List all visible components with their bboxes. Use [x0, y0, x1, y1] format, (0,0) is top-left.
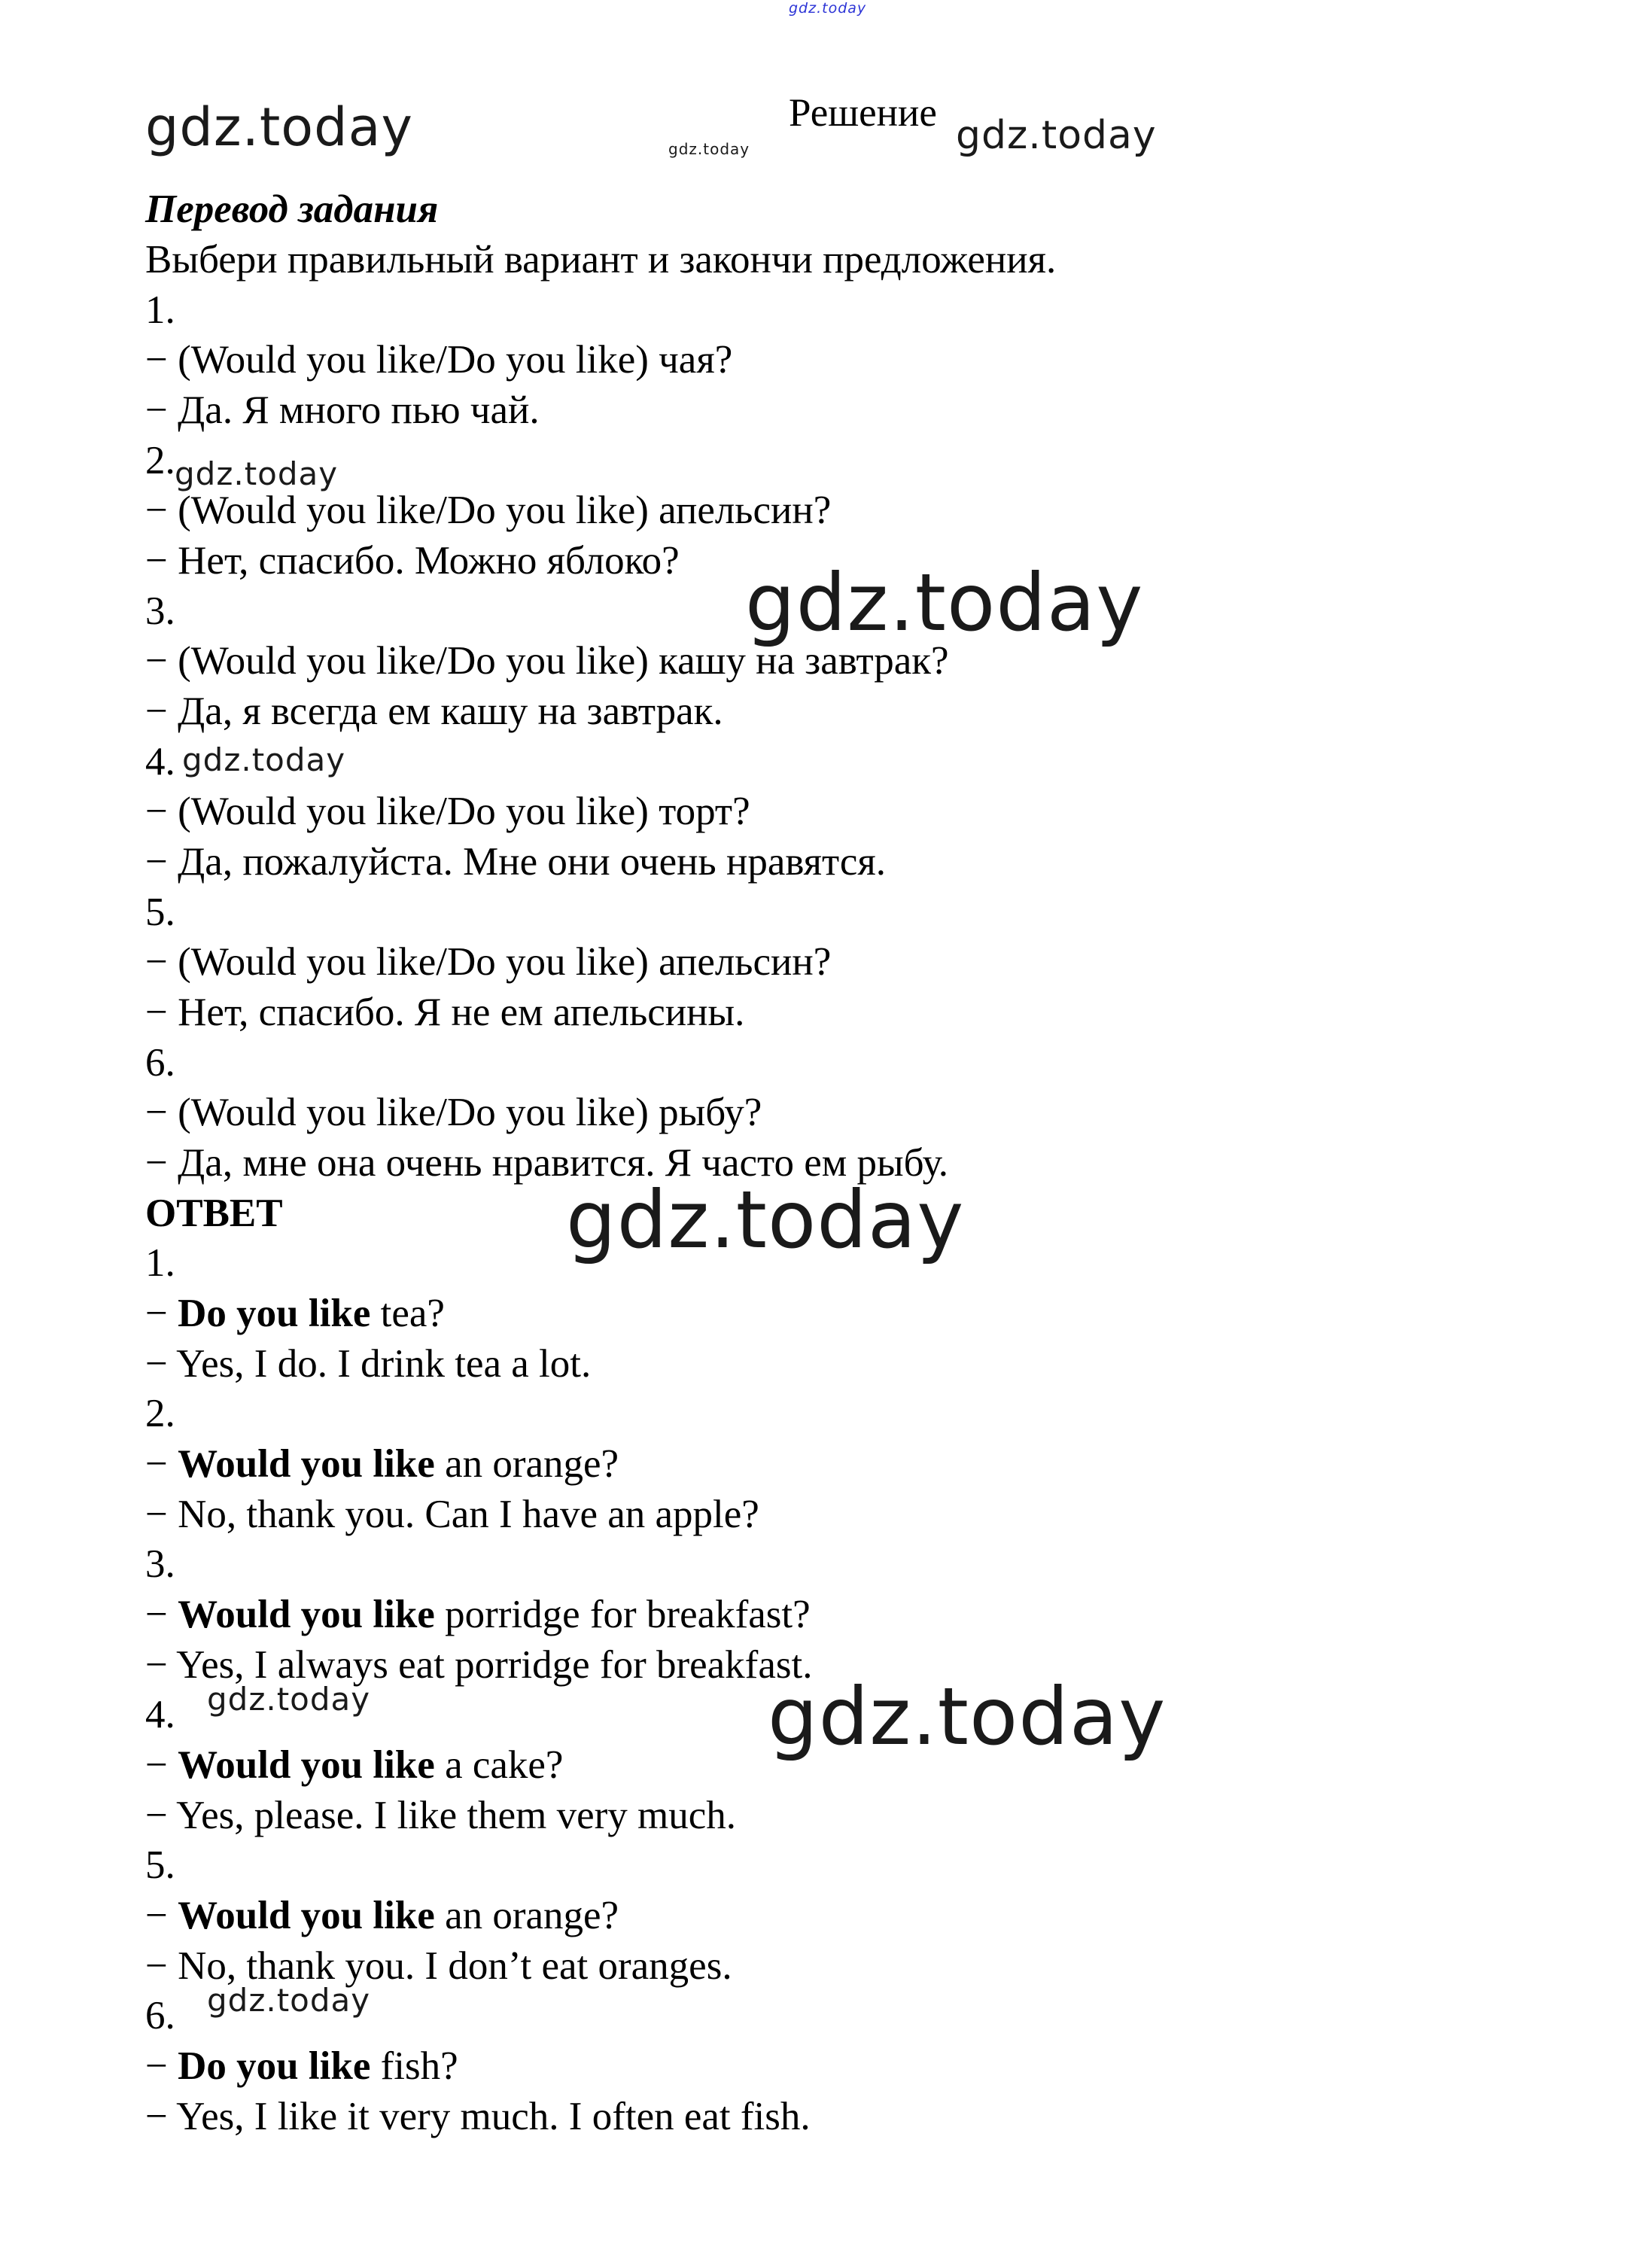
task-item-num: 6.	[145, 1041, 175, 1085]
answer-bold-phrase: Do you like	[178, 2044, 371, 2088]
answer-item-reply: − Yes, please. I like them very much.	[145, 1794, 736, 1837]
task-item-num: 5.	[145, 890, 175, 934]
watermark-4: gdz.today	[182, 741, 346, 778]
answer-item-question	[145, 1742, 563, 1788]
task-item-question: − (Would you like/Do you like) апельсин?	[145, 940, 832, 984]
task-instruction: Выбери правильный вариант и закончи предложения.	[145, 238, 1057, 282]
task-item-num: 1.	[145, 288, 175, 332]
answer-rest: a cake?	[434, 1743, 564, 1787]
answer-item-question	[145, 2044, 458, 2089]
watermark-answer-6: gdz.today	[207, 1982, 371, 2019]
answer-item-question	[145, 1592, 811, 1637]
answer-item-num: 2.	[145, 1392, 175, 1435]
watermark-2: gdz.today	[175, 455, 339, 492]
task-item-question: − (Would you like/Do you like) чая?	[145, 338, 733, 382]
answer-heading: ОТВЕТ	[145, 1191, 283, 1235]
answer-item-num: 5.	[145, 1843, 175, 1887]
answer-rest: porridge for breakfast?	[434, 1593, 811, 1636]
dash: −	[145, 1743, 178, 1787]
answer-item-num: 4.	[145, 1693, 175, 1736]
dash: −	[145, 1593, 178, 1636]
task-item-question: − (Would you like/Do you like) апельсин?	[145, 488, 832, 532]
answer-rest: an orange?	[434, 1442, 619, 1486]
dash: −	[145, 2044, 178, 2088]
answer-item-reply: − No, thank you. I don’t eat oranges.	[145, 1944, 732, 1988]
dash: −	[145, 1894, 178, 1937]
watermark-large-1: gdz.today	[745, 557, 1144, 649]
task-item-num: 3.	[145, 589, 175, 633]
answer-rest: fish?	[370, 2044, 458, 2088]
dash: −	[145, 1442, 178, 1486]
answer-bold-phrase: Do you like	[178, 1292, 371, 1335]
page-title: Решение	[789, 91, 937, 135]
task-item-question: − (Would you like/Do you like) торт?	[145, 790, 750, 833]
task-item-answer: − Да, пожалуйста. Мне они очень нравятся.	[145, 840, 887, 884]
answer-item-reply: − No, thank you. Can I have an apple?	[145, 1493, 759, 1536]
answer-bold-phrase: Would you like	[178, 1894, 435, 1937]
task-item-answer: − Нет, спасибо. Можно яблоко?	[145, 539, 680, 583]
answer-item-reply: − Yes, I always eat porridge for breakfast.	[145, 1643, 813, 1687]
answer-item-num: 6.	[145, 1994, 175, 2038]
dash: −	[145, 1292, 178, 1335]
watermark-answer-4: gdz.today	[207, 1681, 371, 1718]
task-item-answer: − Нет, спасибо. Я не ем апельсины.	[145, 991, 745, 1034]
answer-bold-phrase: Would you like	[178, 1743, 435, 1787]
watermark-header-small: gdz.today	[668, 140, 750, 158]
watermark-header-left: gdz.today	[145, 96, 413, 158]
task-item-num: 2.	[145, 439, 175, 482]
answer-item-reply: − Yes, I do. I drink tea a lot.	[145, 1342, 592, 1386]
watermark-top: gdz.today	[789, 0, 867, 17]
answer-bold-phrase: Would you like	[178, 1442, 435, 1486]
task-heading: Перевод задания	[145, 187, 439, 231]
answer-item-num: 1.	[145, 1241, 175, 1285]
answer-item-question	[145, 1893, 619, 1938]
watermark-large-3: gdz.today	[768, 1671, 1167, 1763]
answer-rest: an orange?	[434, 1894, 619, 1937]
answer-bold-phrase: Would you like	[178, 1593, 435, 1636]
watermark-header-right: gdz.today	[956, 113, 1157, 158]
answer-item-num: 3.	[145, 1542, 175, 1586]
task-item-question: − (Would you like/Do you like) рыбу?	[145, 1091, 762, 1134]
task-item-num: 4.	[145, 740, 175, 784]
task-item-question: − (Would you like/Do you like) кашу на завтрак?	[145, 639, 949, 683]
task-item-answer: − Да, мне она очень нравится. Я часто ем рыбу.	[145, 1141, 949, 1185]
task-item-answer: − Да. Я много пью чай.	[145, 388, 540, 432]
answer-item-question	[145, 1441, 619, 1487]
answer-item-question	[145, 1291, 445, 1336]
answer-item-reply: − Yes, I like it very much. I often eat fish.	[145, 2095, 811, 2138]
task-item-answer: − Да, я всегда ем кашу на завтрак.	[145, 689, 723, 733]
answer-rest: tea?	[370, 1292, 445, 1335]
watermark-large-2: gdz.today	[566, 1174, 965, 1266]
